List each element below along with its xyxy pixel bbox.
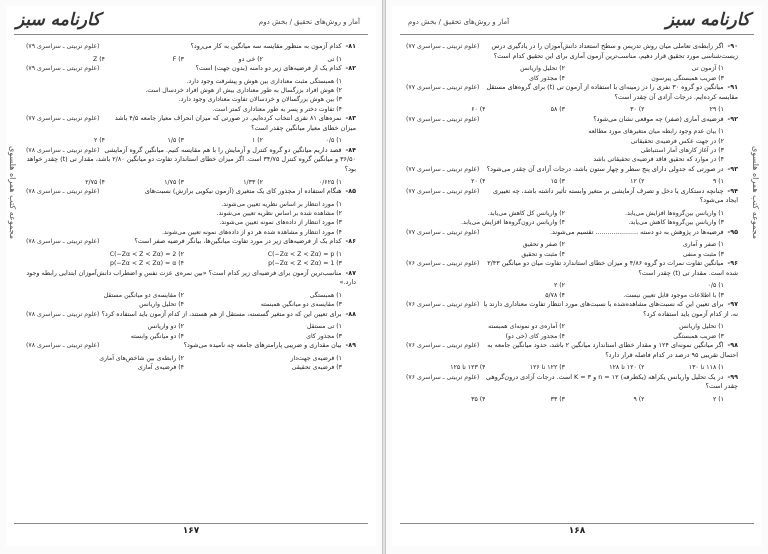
answer-options bbox=[406, 395, 738, 404]
question-block bbox=[406, 165, 738, 187]
answer-option: ۴) p(−Zα < Z < Zα) = α bbox=[110, 260, 184, 268]
answer-option: ۴) مجذور کای bbox=[529, 74, 565, 82]
question-block bbox=[26, 341, 356, 372]
question-number: ۸۶- bbox=[345, 237, 356, 246]
question-body: کدام آزمون به منظور مقایسه سه میانگین به کار می‌رود؟ bbox=[190, 42, 342, 50]
question-number: ۸۷- bbox=[345, 268, 356, 277]
question-body: نمره‌های ۸۱ نفری انتخاب کرده‌ایم. در صورتی که میزان انحراف معیار جامعه ۴/۵ باشد میزان خطای معیار میانگین چقدر است؟ bbox=[114, 114, 356, 132]
question-block bbox=[26, 310, 356, 341]
question-source: (علوم تربیتی ـ سراسری ۷۶) bbox=[406, 260, 480, 268]
question-number: ۹۷- bbox=[727, 300, 738, 309]
answer-option: ۴) ۵/۷۸ bbox=[545, 291, 565, 299]
answer-option: ۴) ۶۰ bbox=[471, 106, 486, 114]
question-source: (علوم تربیتی ـ سراسری ۷۷) bbox=[26, 115, 100, 123]
answer-option: ۱) واریانس بین‌گروه‌ها افزایش می‌یابد. bbox=[625, 210, 724, 217]
question-source: (علوم تربیتی ـ سراسری ۷۷) bbox=[406, 165, 480, 173]
answer-option: ۱) ۰/۶۲۵ bbox=[318, 178, 342, 186]
question-number: ۸۲- bbox=[345, 64, 356, 72]
answer-option: ۳) با اطلاعات موجود قابل تعیین نیست. bbox=[623, 291, 724, 299]
answer-option: ۲) خی دو bbox=[238, 55, 263, 63]
question-source: (علوم تربیتی ـ سراسری ۷۶) bbox=[406, 301, 480, 309]
answer-options bbox=[26, 136, 356, 145]
question-source: (علوم تربیتی ـ سراسری ۷۸) bbox=[26, 238, 100, 246]
answer-option: ۳) ۳۳ bbox=[550, 396, 565, 403]
question-source: (علوم تربیتی ـ سراسری ۷۸) bbox=[26, 342, 100, 350]
question-number: ۹۴- bbox=[727, 186, 738, 195]
question-text bbox=[26, 310, 356, 320]
question-block bbox=[406, 42, 738, 83]
answer-option: ۱) مورد انتظار بر اساس نظریه تعیین می‌شوند. bbox=[221, 200, 342, 208]
right-page-number: ۱۶۸ bbox=[568, 526, 586, 536]
answer-options bbox=[26, 322, 356, 341]
right-header-title: آمار و روش‌های تحقیق / بخش دوم bbox=[408, 18, 510, 26]
answer-option: ۲) دو واریانس bbox=[147, 323, 184, 331]
answer-option: ۲) مقایسه‌ی دو میانگین مستقل bbox=[103, 291, 184, 299]
question-number: ۹۹- bbox=[727, 372, 738, 381]
question-source: (علوم تربیتی ـ سراسری ۷۹) bbox=[26, 65, 100, 72]
answer-option: ۳) فرضیه‌ی تحقیقی bbox=[291, 364, 342, 372]
question-text bbox=[406, 187, 738, 206]
answer-options bbox=[26, 354, 356, 373]
answer-options bbox=[406, 209, 738, 228]
question-body: برای تعیین این که دو متغیر گسسته، مستقل از هم هستند، از کدام آزمون باید استفاده کرد؟ bbox=[101, 309, 342, 318]
question-source: (علوم تربیتی ـ سراسری ۷۷) bbox=[406, 84, 480, 91]
answer-options bbox=[26, 55, 356, 64]
question-body: در صورتی که جدولی دارای پنج سطر و چهار ستون باشد، درجات آزادی آن چقدر می‌شود؟ bbox=[486, 164, 724, 173]
right-page-footer bbox=[400, 523, 754, 540]
answer-option: ۱) فرضیه‌ی جهت‌دار bbox=[290, 354, 342, 362]
answer-options bbox=[26, 291, 356, 310]
question-source: (علوم تربیتی ـ سراسری ۷۷) bbox=[406, 43, 480, 50]
answer-option: ۱) تی مستقل bbox=[306, 323, 342, 331]
question-body: فرضیه‌ها در پژوهش به دو دسته ..................... تقسیم می‌شوند. bbox=[549, 227, 724, 236]
question-body: کدام یک از فرضیه‌های زیر دو دامنه (بدون جهت) است؟ bbox=[195, 64, 342, 72]
answer-option: ۱) آزمون تی bbox=[691, 65, 724, 73]
question-number: ۹۶- bbox=[727, 259, 738, 268]
answer-option: ۴) در موارد که تحقیق فاقد فرضیه‌ی تحقیقاتی باشد bbox=[593, 156, 724, 164]
answer-option: ۴) فرضیه‌ی آماری bbox=[137, 364, 184, 372]
question-text bbox=[26, 114, 356, 133]
question-body: چنانچه دستکاری یا دخل و تصرف آزمایشی بر متغیر وابسته تأثیر داشته باشد، چه تغییری ایجاد می‌شود؟ bbox=[492, 186, 738, 205]
question-text bbox=[406, 259, 738, 278]
left-page-footer bbox=[14, 523, 368, 540]
right-logo: کارنامه سبز bbox=[665, 10, 750, 30]
answer-option: ۳) در آغاز کارهای آمار استنباطی bbox=[640, 147, 724, 154]
answer-option: ۴) ۲/۷۵ bbox=[85, 178, 105, 186]
question-block bbox=[26, 187, 356, 237]
question-body: اگر رابطه‌ی تعاملی میان روش تدریس و سطح استعداد دانش‌آموزان را در یادگیری درس زیست‌شناسی مورد تحقیق قرار دهیم، مناسب‌ترین آزمون آماری برای این تحقیق کدام است؟ bbox=[491, 42, 738, 60]
question-body: اگر میانگین نمونه‌ای ۱۲۴ و مقدار خطای استاندارد میانگین ۲ باشد، حدود میانگین جامعه به احتمال تقریبی ۹۵ درصد در کدام فاصله قرار دارد؟ bbox=[487, 341, 738, 359]
question-number: ۹۱- bbox=[727, 83, 738, 91]
answer-option: ۲) ۱/۳۳ bbox=[243, 178, 263, 186]
question-text bbox=[26, 146, 356, 175]
question-body: میانگین تفاوت نمرات دو گروه ۴/۸۶ و میزان خطای استاندارد تفاوت میان دو میانگین ۲/۴۳ شده است. مقدار تی (t) چقدر است؟ bbox=[487, 259, 738, 277]
question-block bbox=[26, 42, 356, 64]
left-side-label: مجموعه کتب همراه هلسوی bbox=[8, 146, 17, 240]
answer-options bbox=[406, 127, 738, 165]
answer-option: ۱) همبستگی bbox=[309, 291, 342, 299]
answer-option: ۱) ۱۱۸ تا ۱۳۰ bbox=[688, 364, 724, 372]
answer-options bbox=[26, 178, 356, 187]
answer-option: ۲) ۱۲۰ تا ۱۲۸ bbox=[609, 364, 645, 372]
question-number: ۹۰- bbox=[727, 42, 738, 50]
question-body: فرضیه‌ی آماری (صفر) چه موقعی نشان می‌شود؟ bbox=[593, 114, 724, 123]
question-block bbox=[406, 187, 738, 228]
question-source: (علوم تربیتی ـ سراسری ۷۶) bbox=[406, 342, 480, 350]
question-text bbox=[406, 228, 738, 238]
answer-option: ۱) ۲ bbox=[712, 396, 724, 403]
answer-option: ۱) ۰/۵ bbox=[325, 137, 342, 145]
question-block bbox=[26, 64, 356, 114]
question-body: هنگام استفاده از مجذور کای یک متغیری (آزمون نیکویی برازش) نسبت‌های bbox=[144, 187, 342, 195]
answer-option: ۴) Z bbox=[93, 55, 105, 63]
question-text bbox=[406, 300, 738, 319]
answer-option: ۱) تی bbox=[327, 55, 342, 63]
answer-option: ۱) ۲۹ bbox=[709, 106, 724, 114]
answer-option: ۳) ۱/۵ bbox=[167, 137, 184, 145]
question-number: ۹۸- bbox=[727, 341, 738, 350]
right-page-header bbox=[400, 12, 754, 35]
answer-option: ۱) ۹ bbox=[712, 178, 724, 186]
left-page bbox=[6, 6, 376, 546]
answer-options bbox=[406, 363, 738, 372]
answer-options bbox=[406, 177, 738, 186]
answer-option: ۱) C(−Zα < Z < Zα) = p bbox=[267, 250, 342, 258]
answer-option: ۴) مجذور کای (خی دو) bbox=[505, 332, 565, 340]
question-source: (علوم تربیتی ـ سراسری ۷۸) bbox=[26, 310, 100, 318]
answer-option: ۴) دو میانگین وابسته bbox=[130, 332, 184, 340]
answer-option: ۳) مثبت و منفی bbox=[682, 250, 724, 258]
answer-option: ۳) ضریب همبستگی پیرسون bbox=[651, 74, 724, 82]
question-block bbox=[406, 115, 738, 165]
right-page bbox=[392, 6, 762, 546]
answer-options bbox=[26, 200, 356, 238]
answer-option: ۳) مورد انتظار از داده‌های نمونه تعیین می‌شوند. bbox=[219, 219, 342, 227]
question-text bbox=[26, 237, 356, 247]
answer-option: ۲) آماره‌ی دو نمونه‌ای همبسته bbox=[488, 323, 565, 331]
answer-option: ۴) ۲ bbox=[93, 137, 105, 145]
question-block bbox=[26, 237, 356, 268]
answer-option: ۲) ۱۲ bbox=[630, 178, 645, 186]
answer-option: ۳) ضریب همبستگی bbox=[673, 332, 724, 340]
answer-option: ۲) هوش افراد بزرگسال به طور معناداری بیش از هوش افراد خردسال است. bbox=[145, 87, 342, 94]
question-source: (علوم تربیتی ـ سراسری ۷۷) bbox=[406, 228, 480, 236]
answer-options bbox=[26, 77, 356, 115]
question-body: کدام یک از فرضیه‌های زیر در مورد تفاوت میانگین‌ها، بیانگر فرضیه صفر است؟ bbox=[134, 237, 342, 246]
answer-option: ۲) صفر و تحقیق bbox=[522, 241, 565, 249]
answer-option: ۲) C(−Zα < Z < Zα) = 2 bbox=[109, 250, 184, 258]
answer-option: ۳) ۱۲۲ تا ۱۲۶ bbox=[529, 364, 565, 372]
question-number: ۸۸- bbox=[345, 309, 356, 318]
answer-options bbox=[26, 250, 356, 269]
left-header-title: آمار و روش‌های تحقیق / بخش دوم bbox=[258, 18, 360, 26]
answer-option: ۱) ۰/۵ bbox=[707, 282, 724, 290]
answer-option: ۳) p(−Zα < Z < Zα) = 1 bbox=[268, 260, 342, 268]
question-block bbox=[406, 341, 738, 373]
answer-option: ۳) بین هوش بزرگسالان و خردسالان تفاوت معناداری وجود دارد. bbox=[178, 96, 342, 104]
question-block bbox=[406, 259, 738, 300]
answer-option: ۲) در جهت عکس فرضیه‌ی تحقیقاتی bbox=[630, 137, 724, 145]
answer-option: ۲) واریانس کل کاهش می‌یابد. bbox=[487, 210, 565, 217]
question-text bbox=[26, 269, 356, 288]
answer-option: ۲) رابطه‌ی بین شاخص‌های آماری bbox=[99, 354, 184, 362]
question-source: (علوم تربیتی ـ سراسری ۷۸) bbox=[26, 188, 100, 195]
question-source: (علوم تربیتی ـ سراسری ۷۶) bbox=[406, 373, 480, 381]
answer-option: ۱) صفر و آماری bbox=[682, 241, 724, 249]
answer-option: ۲) ۲ bbox=[553, 282, 565, 290]
right-page-body bbox=[406, 42, 738, 404]
answer-option: ۴) تفاوت دختر و پسر به طور معناداری کمتر است. bbox=[212, 105, 342, 113]
question-body: در یک تحلیل واریانس یکراهه (یکطرفه) n = ۱۲ و K = ۳ است. درجات آزادی درون‌گروهی چقدر است؟ bbox=[486, 372, 738, 391]
answer-option: ۲) ۳۰ bbox=[630, 106, 645, 114]
question-text bbox=[26, 64, 356, 74]
answer-option: ۴) ۳۵ bbox=[471, 396, 486, 403]
question-body: بیان مقداری و ضریبی پارامترهای جامعه چه نامیده می‌شود؟ bbox=[183, 341, 342, 350]
question-text bbox=[406, 83, 738, 102]
answer-option: ۴) مثبت و تحقیق bbox=[521, 250, 565, 258]
answer-option: ۴) واریانس درون‌گروه‌ها افزایش می‌یابد. bbox=[461, 219, 565, 227]
question-block bbox=[26, 114, 356, 146]
question-text bbox=[406, 373, 738, 392]
right-side-label: مجموعه کتب همراه هلسوی bbox=[751, 146, 760, 240]
question-body: برای تعیین این که نسبت‌های مشاهده‌شده با نسبت‌های مورد انتظار تفاوت معناداری دارند یا نه، از کدام آزمون باید استفاده کرد؟ bbox=[483, 300, 738, 318]
question-number: ۸۵- bbox=[345, 187, 356, 195]
answer-option: ۴) ۱۲۳ تا ۱۲۵ bbox=[450, 364, 486, 372]
question-source: (علوم تربیتی ـ سراسری ۷۹) bbox=[26, 43, 100, 50]
answer-options bbox=[406, 322, 738, 341]
answer-option: ۱) بیان عدم وجود رابطه میان متغیرهای مورد مطالعه bbox=[588, 128, 724, 136]
book-spine bbox=[382, 0, 386, 554]
question-source: (علوم تربیتی ـ سراسری ۷۷) bbox=[406, 115, 480, 123]
answer-option: ۳) مقایسه‌ی دو میانگین همبسته bbox=[260, 301, 342, 309]
question-text bbox=[406, 42, 738, 61]
left-page-body bbox=[26, 42, 356, 372]
question-number: ۸۴- bbox=[345, 145, 356, 154]
answer-option: ۱) تحلیل واریانس bbox=[679, 323, 724, 331]
answer-option: ۲) ۱ bbox=[251, 137, 263, 145]
question-block bbox=[406, 83, 738, 115]
answer-option: ۳) ۵۸ bbox=[550, 106, 565, 114]
question-block bbox=[406, 228, 738, 259]
left-logo: کارنامه سبز bbox=[16, 10, 101, 30]
answer-options bbox=[406, 64, 738, 83]
question-block bbox=[406, 373, 738, 405]
answer-options bbox=[406, 240, 738, 259]
question-source: (علوم تربیتی ـ سراسری ۷۸) bbox=[26, 146, 100, 154]
question-text bbox=[406, 165, 738, 175]
question-number: ۹۲- bbox=[727, 114, 738, 123]
left-page-number: ۱۶۷ bbox=[182, 526, 200, 536]
answer-options bbox=[406, 105, 738, 114]
question-block bbox=[26, 269, 356, 310]
question-number: ۹۵- bbox=[727, 227, 738, 236]
question-number: ۸۱- bbox=[345, 42, 356, 50]
answer-option: ۴) مورد انتظار و مشاهده شده هر دو از داده‌های نمونه تعیین می‌شوند. bbox=[161, 228, 342, 236]
answer-option: ۴) ۲۰ bbox=[471, 178, 486, 186]
answer-option: ۳) F bbox=[172, 55, 184, 63]
question-text bbox=[26, 42, 356, 52]
question-block bbox=[26, 146, 356, 187]
left-page-header bbox=[14, 12, 368, 35]
answer-option: ۳) مجذور کای bbox=[306, 332, 342, 340]
answer-option: ۳) ۱۵ bbox=[550, 178, 565, 186]
answer-option: ۲) مشاهده شده بر اساس نظریه تعیین می‌شوند. bbox=[216, 210, 342, 217]
question-text bbox=[26, 187, 356, 197]
question-text bbox=[26, 341, 356, 351]
question-source: (علوم تربیتی ـ سراسری ۷۷) bbox=[406, 187, 480, 195]
question-text bbox=[406, 341, 738, 360]
answer-option: ۱) همبستگی مثبت معناداری بین هوش و پیشرفت وجود دارد. bbox=[186, 77, 342, 85]
question-number: ۹۳- bbox=[727, 164, 738, 173]
answer-options bbox=[406, 281, 738, 300]
question-number: ۸۳- bbox=[345, 114, 356, 123]
answer-option: ۲) تحلیل واریانس bbox=[520, 65, 565, 73]
question-block bbox=[406, 300, 738, 341]
answer-option: ۳) واریانس بین‌گروه‌ها کاهش می‌یابد. bbox=[628, 219, 724, 227]
question-body: میانگین دو گروه ۳۰ نفری را در زمینه‌ای با استفاده از آزمون تی (t) برای گروه‌های مستقل مقایسه کرده‌ایم. درجات آزادی آن چقدر است؟ bbox=[486, 83, 738, 101]
question-body: مناسب‌ترین آزمون برای فرضیه‌ای زیر کدام است؟ «بین نمره‌ی عزت نفس و اضطراب دانش‌آموزان ابتدایی رابطه وجود دارد.» bbox=[26, 268, 356, 287]
answer-option: ۲) ۹ bbox=[633, 396, 645, 403]
question-text bbox=[406, 115, 738, 125]
answer-option: ۴) تحلیل واریانس bbox=[139, 301, 184, 309]
answer-option: ۳) ۱/۷۵ bbox=[164, 178, 184, 186]
question-number: ۸۹- bbox=[345, 341, 356, 350]
question-body: قصد داریم میانگین دو گروه کنترل و آزمایش را با هم مقایسه کنیم. میانگین گروه آزمایشی ۳۶/۵۰ و میانگین گروه کنترل ۳۴/۷۵ است. اگر میزان خطای استاندارد تفاوت دو میانگین ۲/۸۰ باشد، مقدار تی (t) چقدر خواهد بود؟ bbox=[26, 145, 356, 173]
